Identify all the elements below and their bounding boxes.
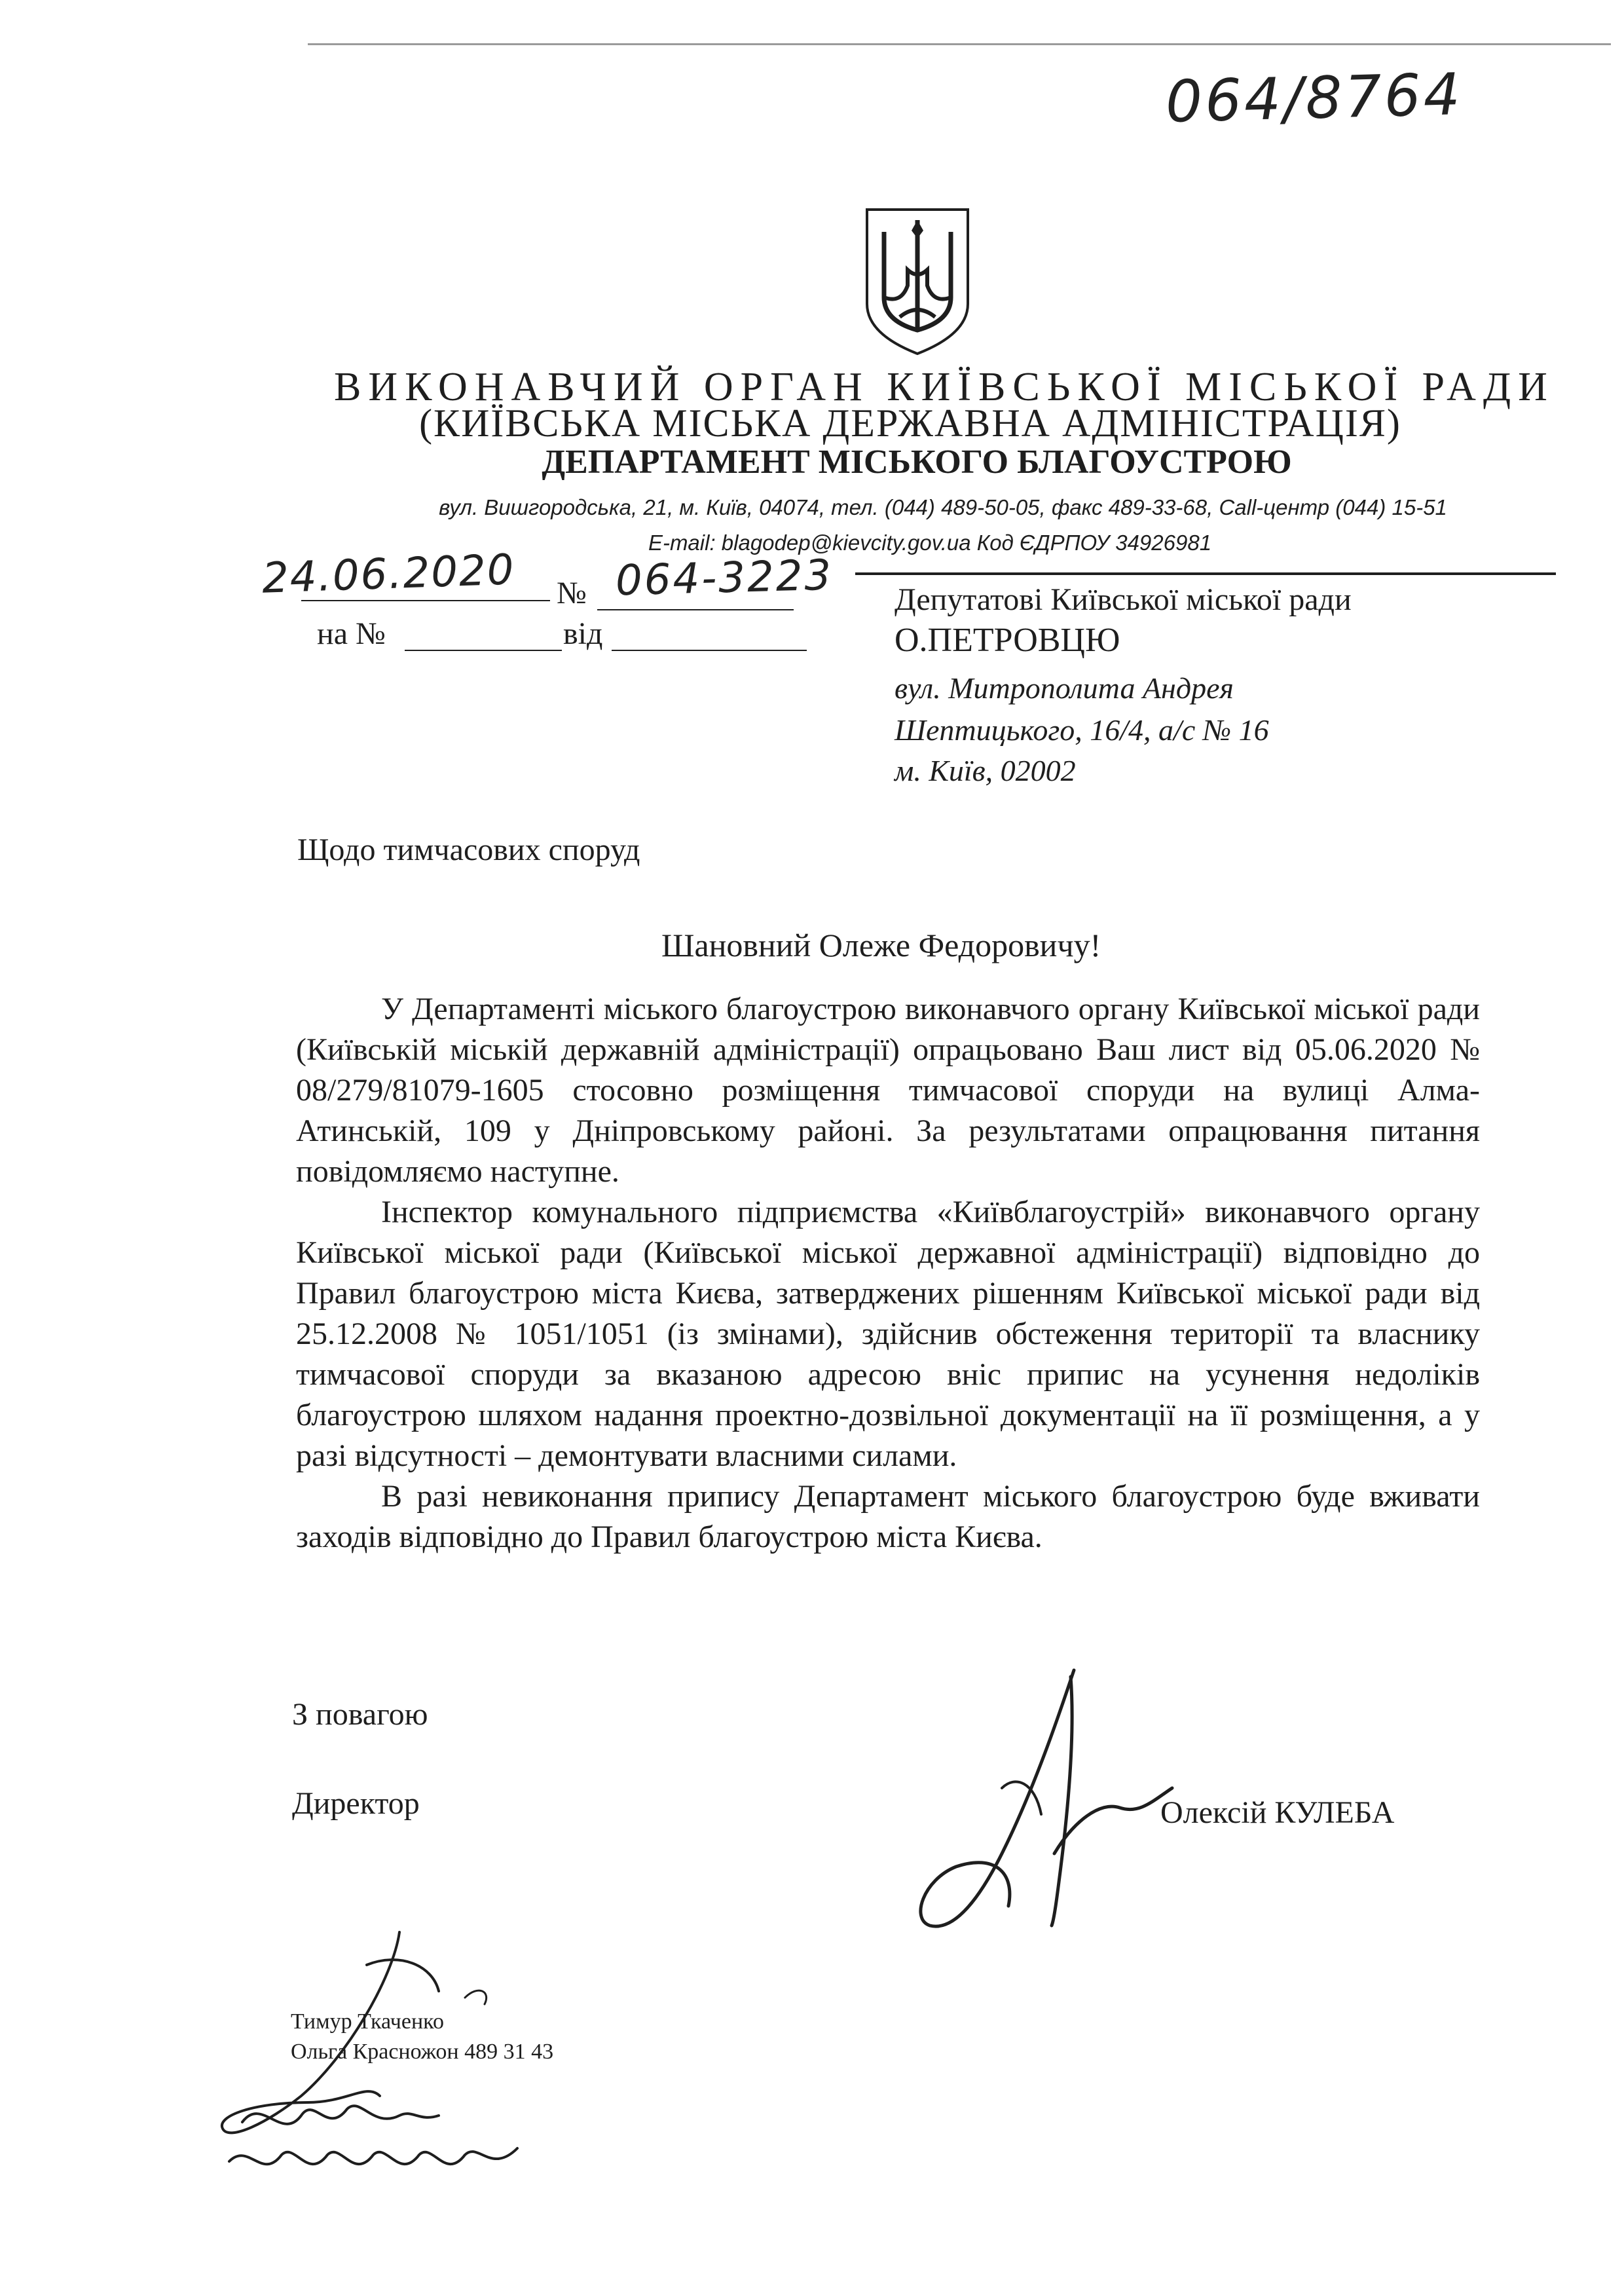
outgoing-date: 24.06.2020 [261, 546, 516, 603]
addressee-city: м. Київ, 02002 [895, 754, 1076, 787]
contact-address: вул. Вишгородська, 21, м. Київ, 04074, тел. (044) 489-50-05, факс 489-33-68, Call-центр (044) 15-51 [439, 495, 1447, 519]
coat-of-arms-icon [862, 206, 973, 358]
reference-date-label: від [563, 616, 603, 651]
signer-name: Олексій КУЛЕБА [1160, 1795, 1395, 1830]
addressee-name: О.ПЕТРОВЦЮ [895, 622, 1120, 659]
letter-body [296, 989, 1480, 1558]
approval-initials [203, 1926, 609, 2201]
incoming-registration-number: 064/8764 [1164, 60, 1464, 136]
body-paragraph: В разі невиконання припису Департамент міського благоустрою буде вживати заходів відповідно до Правил благоустрою міста Києва. [296, 1479, 1480, 1554]
outgoing-number-label: № [557, 576, 587, 610]
addressee-building: Шептицького, 16/4, а/с № 16 [895, 713, 1269, 747]
reference-date-blank [612, 650, 807, 651]
body-paragraph: У Департаменті міського благоустрою виконавчого органу Київської міської ради (Київській міській державній адміністрації) опрацьовано Ваш лист від 05.06.2020 № 08/279/81079-1605 стосовно розміщення тимчасової споруди на вулиці Алма-Атинській, 109 у Дніпровському районі. За результатами опрацювання питання повідомляємо наступне. [296, 992, 1480, 1189]
addressee-street: вул. Митрополита Андрея [895, 671, 1234, 705]
signer-position: Директор [292, 1786, 420, 1821]
organization-alt-name: (КИЇВСЬКА МІСЬКА ДЕРЖАВНА АДМІНІСТРАЦІЯ) [419, 401, 1401, 445]
number-underline [597, 609, 794, 610]
executor-contact: Ольга Красножон 489 31 43 [291, 2040, 554, 2064]
department-name: ДЕПАРТАМЕНТ МІСЬКОГО БЛАГОУСТРОЮ [542, 443, 1292, 481]
reference-number-label: на № [317, 616, 386, 651]
executor-name: Тимур Ткаченко [291, 2009, 444, 2034]
scan-top-edge-line [308, 43, 1611, 45]
contact-email: E-mail: blagodep@kievcity.gov.ua Код ЄДРПОУ 34926981 [648, 531, 1212, 555]
reference-number-blank [405, 650, 562, 651]
closing-regards: З повагою [292, 1697, 428, 1732]
body-paragraph: Інспектор комунального підприємства «Київблагоустрій» виконавчого органу Київської міської ради (Київської міської державної адміністрації) відповідно до Правил благоустрою міста Києва, затверджених рішенням Київської міської ради від 25.12.2008 № 1051/1051 (із змінами), здійснив обстеження території та власнику тимчасової споруди за вказаною адресою вніс припис на усунення недоліків благоустрою шляхом надання проектно-дозвільної документації на її розміщення, а у разі відсутності – демонтувати власними силами. [296, 1195, 1480, 1473]
letterhead-divider [855, 572, 1556, 575]
organization-name: ВИКОНАВЧИЙ ОРГАН КИЇВСЬКОЇ МІСЬКОЇ РАДИ [334, 365, 1555, 409]
director-signature [904, 1657, 1179, 1939]
salutation: Шановний Олеже Федоровичу! [661, 927, 1101, 963]
date-underline [301, 600, 550, 601]
outgoing-number: 064-3223 [615, 551, 834, 606]
addressee-position: Депутатові Київської міської ради [895, 582, 1352, 617]
letter-subject: Щодо тимчасових споруд [297, 832, 640, 867]
